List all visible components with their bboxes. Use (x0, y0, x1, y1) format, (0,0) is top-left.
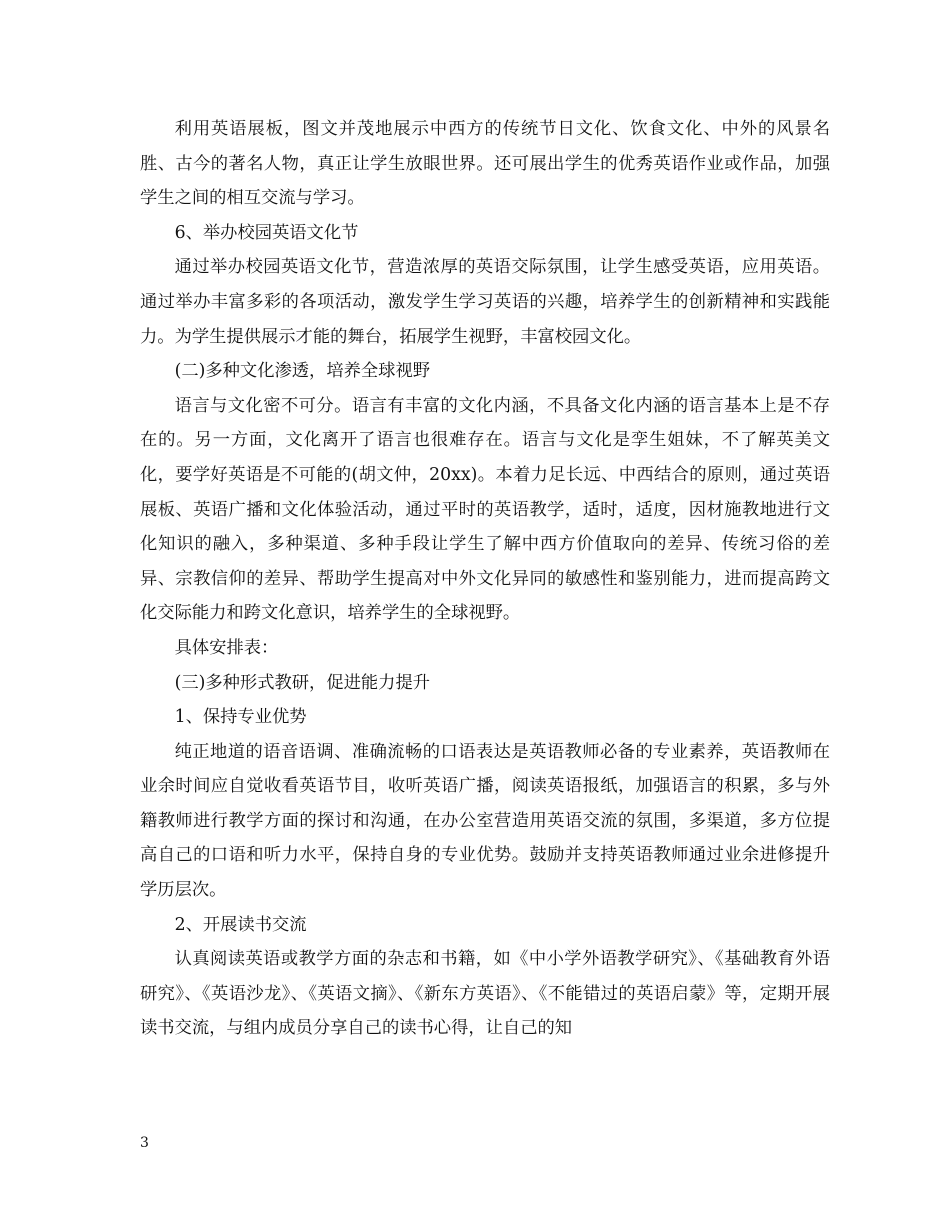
subheading-2: 2、开展读书交流 (174, 914, 307, 935)
section-heading-6: 6、举办校园英语文化节 (174, 222, 359, 243)
section-heading-2: (二)多种文化渗透，培养全球视野 (174, 361, 431, 382)
paragraph-3: 语言与文化密不可分。语言有丰富的文化内涵，不具备文化内涵的语言基本上是不存在的。另一方面，文化离开了语言也很难存在。语言与文化是孪生姐妹，不了解英美文化，要学好英语是不可能的(胡文仲，20xx)。本着力足长远、中西结合的原则，通过英语展板、英语广播和文化体验活动，通过平时的英语教学，适时，适度，因材施教地进行文化知识的融入，多种渠道、多种手段让学生了解中西方价值取向的差异、传统习俗的差异、宗教信仰的差异、帮助学生提高对中外文化异同的敏感性和鉴别能力，进而提高跨文化交际能力和跨文化意识，培养学生的全球视野。 (140, 395, 830, 624)
schedule-label: 具体安排表： (174, 637, 279, 658)
paragraph-4: 纯正地道的语音语调、准确流畅的口语表达是英语教师必备的专业素养，英语教师在业余时间应自觉收看英语节目，收听英语广播，阅读英语报纸，加强语言的积累，多与外籍教师进行教学方面的探讨和沟通，在办公室营造用英语交流的氛围，多渠道，多方位提高自己的口语和听力水平，保持自身的专业优势。鼓励并支持英语教师通过业余进修提升学历层次。 (140, 741, 830, 901)
paragraph-1: 利用英语展板，图文并茂地展示中西方的传统节日文化、饮食文化、中外的风景名胜、古今的著名人物，真正让学生放眼世界。还可展出学生的优秀英语作业或作品，加强学生之间的相互交流与学习。 (140, 119, 830, 209)
subheading-1: 1、保持专业优势 (174, 707, 307, 728)
paragraph-5: 认真阅读英语或教学方面的杂志和书籍，如《中小学外语教学研究》、《基础教育外语研究》、《英语沙龙》、《英语文摘》、《新东方英语》、《不能错过的英语启蒙》等，定期开展读书交流，与组内成员分享自己的读书心得，让自己的知 (140, 949, 830, 1039)
section-heading-3: (三)多种形式教研，促进能力提升 (174, 672, 431, 693)
page-number: 3 (140, 1135, 149, 1151)
document-body (140, 112, 830, 1046)
paragraph-2: 通过举办校园英语文化节，营造浓厚的英语交际氛围，让学生感受英语，应用英语。通过举办丰富多彩的各项活动，激发学生学习英语的兴趣，培养学生的创新精神和实践能力。为学生提供展示才能的舞台，拓展学生视野，丰富校园文化。 (140, 257, 830, 347)
